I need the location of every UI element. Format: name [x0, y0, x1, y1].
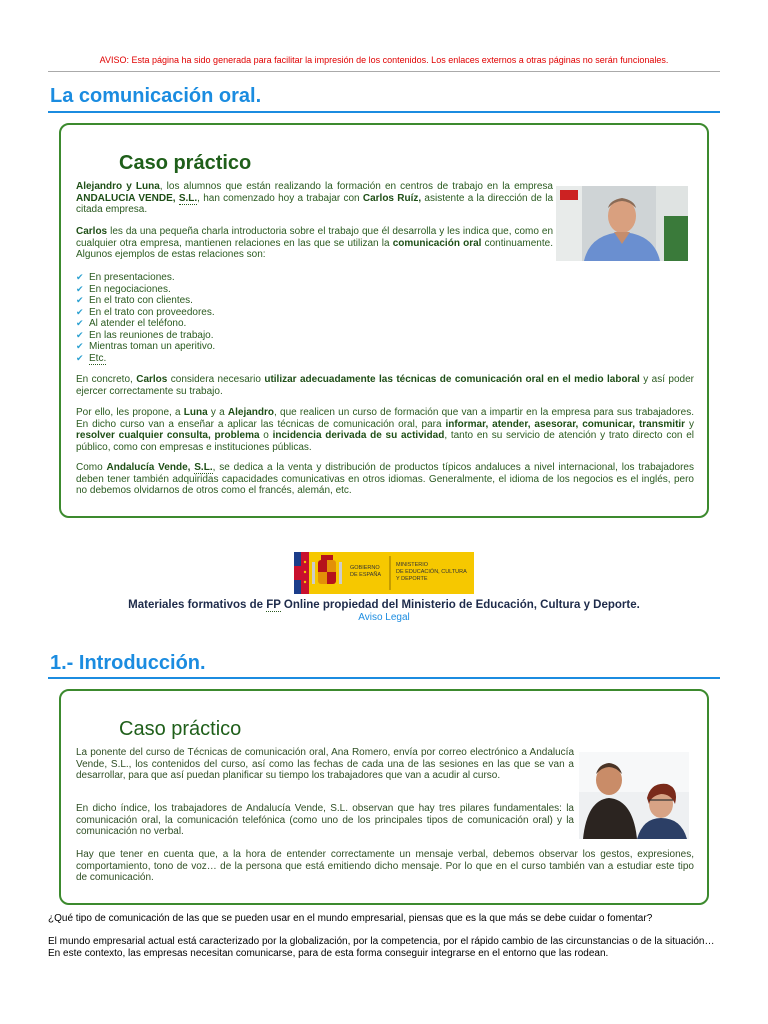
check-icon: ✔ — [76, 329, 84, 340]
case-paragraph-2 — [76, 226, 553, 261]
text-run: Materiales formativos de — [128, 599, 267, 611]
list-item — [76, 318, 215, 330]
bold-text: incidencia derivada de su actividad — [272, 430, 445, 441]
bold-text: Andalucía Vende, — [106, 462, 195, 473]
check-icon: ✔ — [76, 341, 84, 351]
list-item-label: En las reuniones de trabajo. — [89, 329, 214, 341]
intro-paragraph-3: Hay que tener en cuenta que, a la hora de entender correctamente un mensaje verbal, debemos observar los gestos, expresiones, comportamiento, tono de voz… de la persona que está emitiendo dicho mensaje. Por lo que en el curso también van a estudiar este tipo de comunicación. — [76, 849, 694, 883]
list-item-label: Etc. — [89, 352, 107, 364]
text-run: En concreto, — [76, 374, 137, 385]
ministry-logo — [294, 552, 474, 594]
text-run: , los alumnos que están realizando la formación en centros de trabajo en la empresa — [159, 181, 553, 192]
list-item-label: En el trato con clientes. — [89, 295, 193, 306]
list-item — [76, 272, 215, 284]
bold-text: Carlos — [76, 226, 108, 237]
text-run: considera necesario — [167, 374, 265, 385]
text-run: o — [259, 430, 273, 441]
logo-text-5: Y DEPORTE — [396, 576, 428, 582]
logo-text-4: DE EDUCACIÓN, CULTURA — [396, 569, 467, 575]
legal-notice-link[interactable]: Aviso Legal — [358, 612, 410, 623]
list-item — [76, 307, 215, 319]
bold-text: Carlos — [136, 374, 168, 385]
check-icon: ✔ — [76, 318, 84, 328]
case-paragraph-1 — [76, 181, 553, 216]
bold-text: Alejandro y Luna — [76, 181, 160, 192]
bold-text: Alejandro — [227, 407, 275, 418]
closing-paragraph: El mundo empresarial actual está caracterizado por la globalización, por la competencia, por el rápido cambio de las circunstancias o de la situación… En este contexto, las empresas necesitan comunicarse, para de esta forma conseguir integrarse en el entorno que las rodean. — [48, 936, 715, 959]
list-item — [76, 284, 215, 296]
case-paragraph-5 — [76, 462, 694, 497]
notice-divider — [48, 71, 720, 72]
print-notice: AVISO: Esta página ha sido generada para facilitar la impresión de los contenidos. Los enlaces externos a otras páginas no serán funcionales. — [99, 55, 669, 65]
list-item-label: Mientras toman un aperitivo. — [89, 341, 216, 352]
list-item — [76, 341, 215, 353]
intro-paragraph-1: La ponente del curso de Técnicas de comunicación oral, Ana Romero, envía por correo electrónico a Andalucía Vende, S.L., los contenidos del curso, así como las fechas de cada una de las sesiones en las que se van a desarrollar, para que así puedan planificar su tiempo los trabajadores que van a acudir al curso. — [76, 747, 574, 781]
text-run: continuamente. Algunos ejemplos de estas relaciones son: — [76, 237, 553, 260]
list-item — [76, 330, 215, 342]
case-study-title-2: Caso práctico — [119, 718, 242, 740]
case-study-title: Caso práctico — [119, 152, 252, 174]
bold-text: S.L. — [178, 192, 198, 204]
text-run: FP — [266, 599, 281, 611]
list-item-label: En negociaciones. — [89, 283, 171, 295]
case-study-box-1 — [59, 123, 709, 518]
check-icon: ✔ — [76, 272, 84, 282]
text-run: les da una pequeña charla introductoria sobre el trabajo que él desarrolla y les indica que, como en cualquier otra empresa, mantienen relaciones en las que se utilizan la — [76, 226, 553, 249]
check-icon: ✔ — [76, 283, 84, 294]
list-item-label: En presentaciones. — [89, 272, 175, 283]
text-run: asistente a la dirección de la citada empresa. — [76, 192, 554, 215]
text-run: y — [685, 418, 694, 430]
section-title-comunicacion-oral: La comunicación oral. — [50, 85, 262, 107]
bold-text: informar, atender, asesorar, comunicar, transmitir — [445, 418, 686, 430]
materials-credit — [48, 599, 720, 611]
reflection-question: ¿Qué tipo de comunicación de las que se pueden usar en el mundo empresarial, piensas que es la que más se debe cuidar o fomentar? — [48, 913, 653, 924]
logo-text-3: MINISTERIO — [396, 562, 429, 568]
bold-text: S.L. — [194, 462, 213, 473]
case-study-box-2 — [59, 689, 709, 905]
list-item — [76, 353, 215, 365]
text-run: , que realicen un curso de formación que van a impartir en la empresa para sus trabajadores. En dicho curso van a enseñar a aplicar las técnicas de comunicación oral, para — [76, 407, 694, 430]
section-divider-2 — [48, 677, 720, 679]
text-run: Online propiedad del Ministerio de Educación, Cultura y Deporte. — [280, 599, 640, 611]
check-icon: ✔ — [76, 306, 84, 317]
text-run: , han comenzado hoy a trabajar con — [197, 192, 363, 204]
text-run: , se dedica a la venta y distribución de productos típicos andaluces a nivel internacional, los trabajadores deben tener también adquiridas capacidades comunicativas en otros idiomas. Generalmente, el idioma de los negocios es el inglés, pero no debemos olvidarnos de otros como el francés, alemán, etc. — [76, 462, 694, 496]
text-run: y así poder ejercer correctamente su trabajo. — [76, 374, 694, 397]
text-run: , tanto en su servicio de atención y trato directo con el público, como con empresas e instituciones públicas. — [76, 430, 694, 453]
intro-paragraph-2: En dicho índice, los trabajadores de Andalucía Vende, S.L. observan que hay tres pilares fundamentales: la comunicación oral, la comunicación telefónica (como uno de los principales tipos de comunicación oral) y la comunicación no verbal. — [76, 803, 574, 837]
check-icon: ✔ — [76, 352, 84, 363]
bold-text: ANDALUCIA VENDE, — [76, 192, 179, 204]
list-item — [76, 295, 215, 307]
bold-text: Carlos Ruíz, — [362, 192, 422, 204]
meeting-photo — [579, 752, 689, 839]
bold-text: Luna — [183, 407, 208, 418]
bold-text: resolver cualquier consulta, problema — [76, 430, 260, 441]
case-paragraph-4 — [76, 407, 694, 453]
section-divider — [48, 111, 720, 113]
case-paragraph-3 — [76, 374, 694, 397]
list-item-label: Al atender el teléfono. — [89, 318, 187, 329]
relations-list — [76, 272, 215, 364]
bold-text: utilizar adecuadamente las técnicas de comunicación oral en el medio laboral — [264, 374, 640, 385]
logo-text-1: GOBIERNO — [350, 565, 380, 571]
list-item-label: En el trato con proveedores. — [89, 306, 215, 318]
check-icon: ✔ — [76, 295, 84, 305]
text-run: y a — [207, 407, 228, 418]
carlos-photo — [556, 186, 688, 261]
section-title-introduccion: 1.- Introducción. — [50, 652, 206, 674]
logo-text-2: DE ESPAÑA — [350, 572, 382, 578]
text-run: Como — [76, 462, 107, 473]
bold-text: comunicación oral — [392, 237, 482, 249]
text-run: Por ello, les propone, a — [76, 407, 184, 418]
